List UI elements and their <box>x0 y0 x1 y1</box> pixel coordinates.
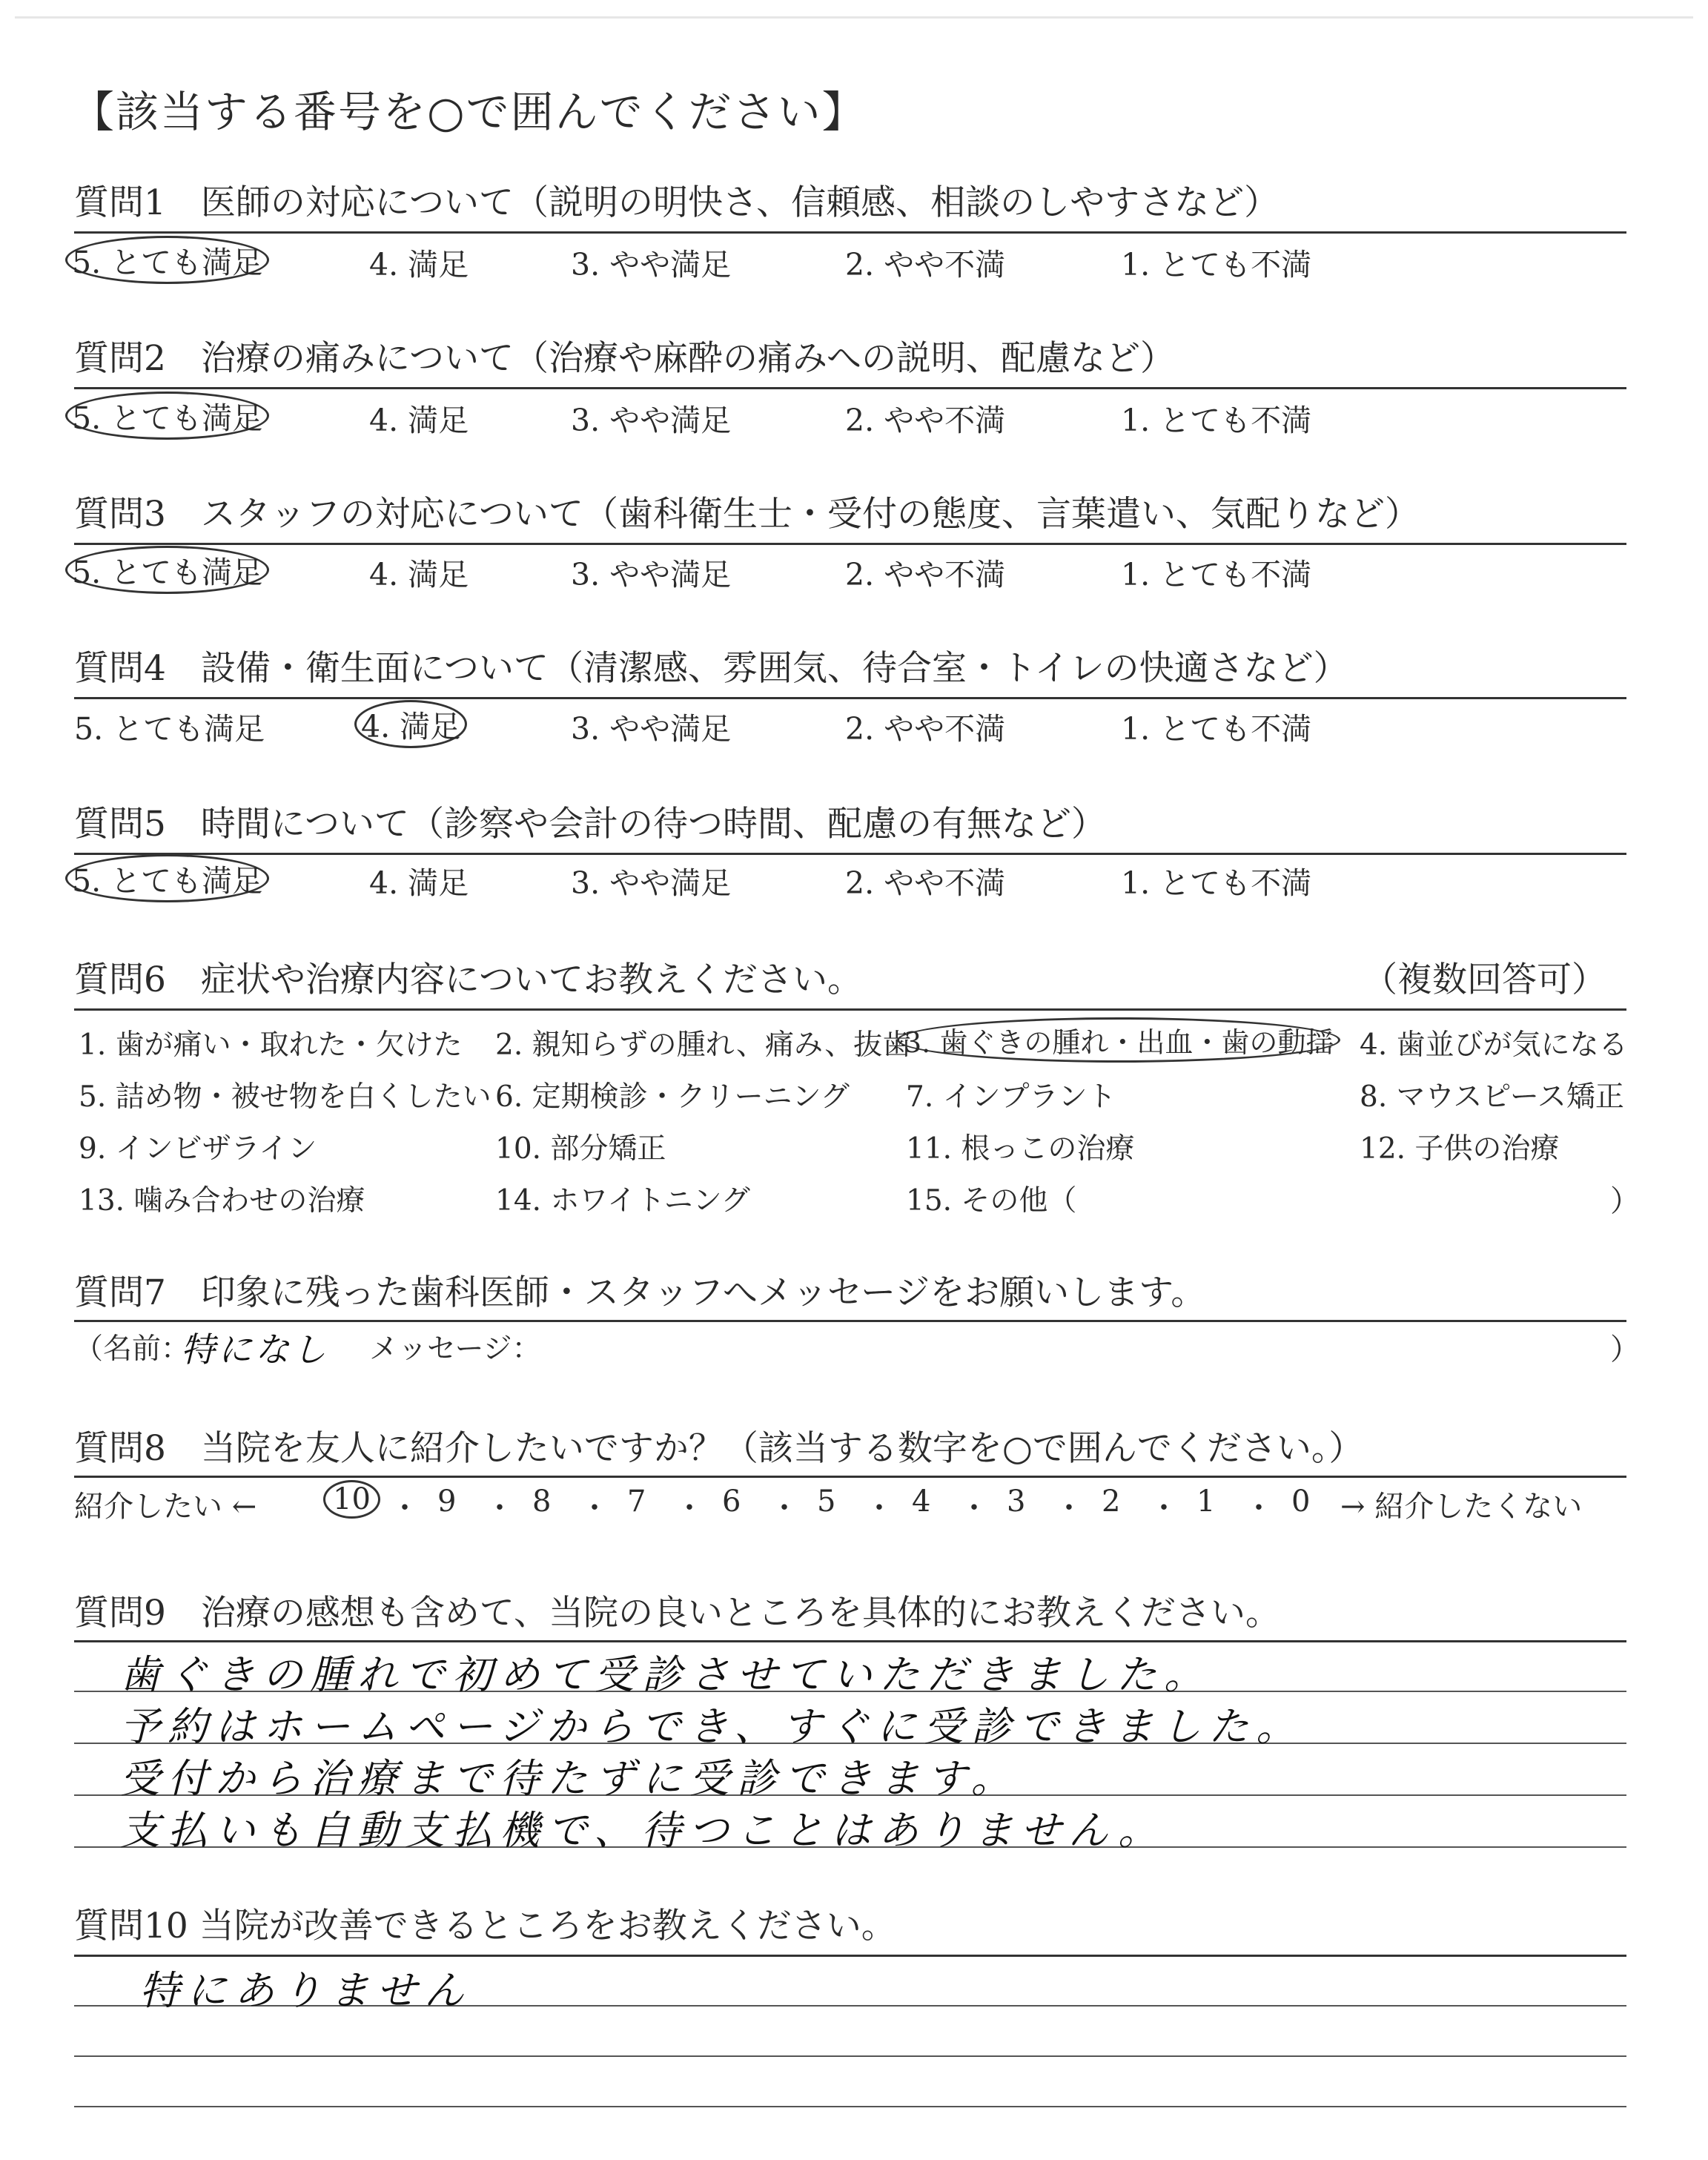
q6-item-15[interactable]: 15. その他（ <box>906 1184 1077 1218</box>
q8-sep: ・ <box>864 1491 894 1525</box>
question-1-title: 質問1 医師の対応について（説明の明快さ、信頼感、相談のしやすさなど） <box>74 182 1280 223</box>
q6-item-8[interactable]: 8. マウスピース矯正 <box>1360 1080 1624 1114</box>
question-5-title: 質問5 時間について（診察や会計の待つ時間、配慮の有無など） <box>74 804 1106 845</box>
q1-option-1[interactable]: 1. とても不満 <box>1121 247 1312 283</box>
question-4-title: 質問4 設備・衛生面について（清潔感、雰囲気、待合室・トイレの快適さなど） <box>74 648 1348 689</box>
q6-item-11[interactable]: 11. 根っこの治療 <box>906 1132 1135 1166</box>
q8-sep: ・ <box>769 1491 799 1525</box>
q8-scale-2[interactable]: 2 <box>1102 1484 1121 1519</box>
q9-answer-line-3[interactable]: 受付から治療まで待たずに受診できます。 <box>120 1755 1019 1802</box>
q6-item-2[interactable]: 2. 親知らずの腫れ、痛み、抜歯 <box>495 1028 912 1062</box>
q3-option-4[interactable]: 4. 満足 <box>369 557 469 592</box>
q8-sep: ・ <box>580 1491 609 1525</box>
question-10-rule <box>74 1955 1626 1957</box>
q7-name-label: （名前： <box>74 1332 191 1366</box>
q8-scale-3[interactable]: 3 <box>1007 1484 1026 1519</box>
question-8-rule <box>74 1476 1626 1478</box>
q2-option-5-selected[interactable]: 5. とても満足 <box>65 392 269 440</box>
q8-sep: ・ <box>959 1491 989 1525</box>
question-9-rule <box>74 1640 1626 1642</box>
question-6-title: 質問6 症状や治療内容についてお教えください。 <box>74 960 862 1000</box>
q8-scale-0[interactable]: 0 <box>1291 1484 1311 1519</box>
q10-answer-line-1[interactable]: 特にありません <box>139 1967 471 2014</box>
q5-option-2[interactable]: 2. やや不満 <box>845 865 1006 901</box>
question-10-title: 質問10 当院が改善できるところをお教えください。 <box>74 1906 896 1946</box>
question-5-rule <box>74 853 1626 855</box>
q9-answer-line-1[interactable]: 歯ぐきの腫れで初めて受診させていただきました。 <box>120 1651 1211 1698</box>
q6-other-close-paren: ） <box>1610 1184 1640 1218</box>
q4-option-5[interactable]: 5. とても満足 <box>74 711 265 747</box>
q9-answer-line-2[interactable]: 予約はホームページからでき、すぐに受診できました。 <box>120 1703 1304 1750</box>
question-8-title: 質問8 当院を友人に紹介したいですか？（該当する数字を○で囲んでください。） <box>74 1428 1364 1469</box>
q8-sep: ・ <box>675 1491 704 1525</box>
q8-sep: ・ <box>485 1491 514 1525</box>
question-3-rule <box>74 543 1626 545</box>
q8-left-label: 紹介したい ← <box>74 1490 257 1524</box>
q7-close-paren: ） <box>1610 1332 1640 1367</box>
q3-option-2[interactable]: 2. やや不満 <box>845 557 1006 592</box>
q1-option-4[interactable]: 4. 満足 <box>369 247 469 283</box>
form-header: 【該当する番号を○で囲んでください】 <box>71 87 867 137</box>
q8-sep: ・ <box>1149 1491 1179 1525</box>
q6-item-5[interactable]: 5. 詰め物・被せ物を白くしたい <box>79 1080 491 1114</box>
question-7-title: 質問7 印象に残った歯科医師・スタッフへメッセージをお願いします。 <box>74 1272 1206 1313</box>
q6-item-12[interactable]: 12. 子供の治療 <box>1360 1132 1560 1166</box>
q5-option-3[interactable]: 3. やや満足 <box>571 865 732 901</box>
question-6-rule <box>74 1008 1626 1011</box>
q3-option-3[interactable]: 3. やや満足 <box>571 557 732 592</box>
question-6-note: （複数回答可） <box>1363 960 1606 1000</box>
q8-scale-5[interactable]: 5 <box>817 1484 836 1519</box>
q6-item-4[interactable]: 4. 歯並びが気になる <box>1360 1028 1628 1062</box>
q6-item-3-selected[interactable]: 3. 歯ぐきの腫れ・出血・歯の動揺 <box>897 1017 1340 1063</box>
question-2-title: 質問2 治療の痛みについて（治療や麻酔の痛みへの説明、配慮など） <box>74 338 1176 379</box>
q5-option-1[interactable]: 1. とても不満 <box>1121 865 1312 901</box>
q1-option-3[interactable]: 3. やや満足 <box>571 247 732 283</box>
q2-option-1[interactable]: 1. とても不満 <box>1121 403 1312 438</box>
q6-item-14[interactable]: 14. ホワイトニング <box>495 1184 750 1218</box>
q8-scale-6[interactable]: 6 <box>722 1484 741 1519</box>
q8-scale-10-selected[interactable]: 10 <box>323 1480 380 1519</box>
q8-sep: ・ <box>390 1491 420 1525</box>
q8-scale-1[interactable]: 1 <box>1196 1484 1216 1519</box>
q9-answer-line-4[interactable]: 支払いも自動支払機で、待つことはありません。 <box>120 1807 1166 1854</box>
q3-option-1[interactable]: 1. とても不満 <box>1121 557 1312 592</box>
q6-item-9[interactable]: 9. インビザライン <box>79 1132 317 1166</box>
q8-sep: ・ <box>1054 1491 1084 1525</box>
question-2-rule <box>74 387 1626 389</box>
question-4-rule <box>74 697 1626 699</box>
q2-option-3[interactable]: 3. やや満足 <box>571 403 732 438</box>
q6-item-10[interactable]: 10. 部分矯正 <box>495 1132 666 1166</box>
q4-option-1[interactable]: 1. とても不満 <box>1121 711 1312 747</box>
q2-option-2[interactable]: 2. やや不満 <box>845 403 1006 438</box>
q8-scale-7[interactable]: 7 <box>627 1484 646 1519</box>
question-1-rule <box>74 231 1626 234</box>
q4-option-4-selected[interactable]: 4. 満足 <box>354 700 467 748</box>
q6-item-1[interactable]: 1. 歯が痛い・取れた・欠けた <box>79 1028 463 1062</box>
q8-scale-9[interactable]: 9 <box>437 1484 457 1519</box>
q10-answer-line <box>74 2106 1626 2107</box>
q1-option-2[interactable]: 2. やや不満 <box>845 247 1006 283</box>
q5-option-5-selected[interactable]: 5. とても満足 <box>65 854 269 902</box>
q8-sep: ・ <box>1244 1491 1274 1525</box>
q8-scale-8[interactable]: 8 <box>532 1484 552 1519</box>
q6-item-6[interactable]: 6. 定期検診・クリーニング <box>495 1080 850 1114</box>
scan-edge <box>15 16 1693 19</box>
q6-item-13[interactable]: 13. 噛み合わせの治療 <box>79 1184 365 1218</box>
q7-message-label: メッセージ： <box>369 1332 541 1366</box>
question-7-rule <box>74 1320 1626 1322</box>
q5-option-4[interactable]: 4. 満足 <box>369 865 469 901</box>
question-3-title: 質問3 スタッフの対応について（歯科衛生士・受付の態度、言葉遣い、気配りなど） <box>74 494 1420 535</box>
q4-option-2[interactable]: 2. やや不満 <box>845 711 1006 747</box>
q8-scale-4[interactable]: 4 <box>912 1484 931 1519</box>
q6-item-7[interactable]: 7. インプラント <box>906 1080 1116 1114</box>
q3-option-5-selected[interactable]: 5. とても満足 <box>65 546 269 594</box>
q4-option-3[interactable]: 3. やや満足 <box>571 711 732 747</box>
q2-option-4[interactable]: 4. 満足 <box>369 403 469 438</box>
q10-answer-line <box>74 2055 1626 2057</box>
q1-option-5-selected[interactable]: 5. とても満足 <box>65 236 269 284</box>
q8-right-label: → 紹介したくない <box>1340 1490 1583 1524</box>
question-9-title: 質問9 治療の感想も含めて、当院の良いところを具体的にお教えください。 <box>74 1593 1280 1634</box>
q7-name-value[interactable]: 特になし <box>181 1330 329 1370</box>
